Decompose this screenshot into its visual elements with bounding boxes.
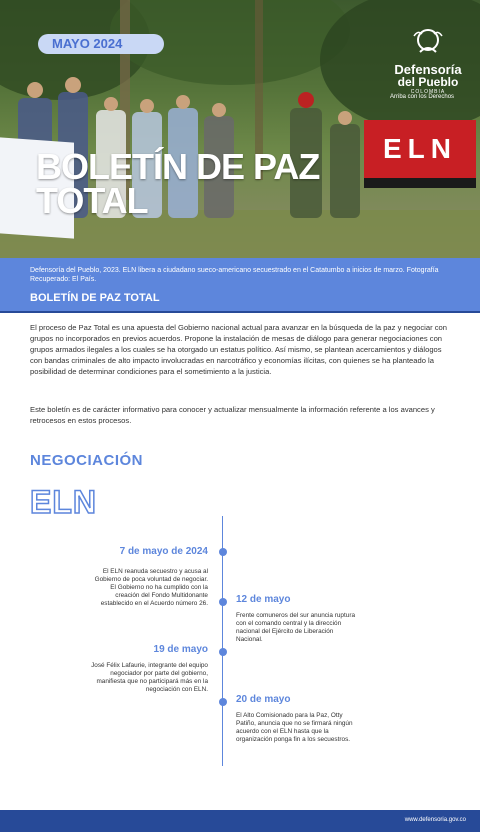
group-label: ELN <box>30 484 97 520</box>
timeline-dot <box>219 698 227 706</box>
section-subheading: BOLETÍN DE PAZ TOTAL <box>30 292 160 304</box>
intro-paragraph-2: Este boletín es de carácter informativo para conocer y actualizar mensualmente la información referente a los avances y retrocesos en estos procesos. <box>30 405 435 425</box>
timeline-dot <box>219 598 227 606</box>
section-title: NEGOCIACIÓN <box>30 452 144 469</box>
eln-flag: ELN <box>364 120 476 178</box>
timeline-date: 19 de mayo <box>153 644 208 655</box>
photo-caption: Defensoría del Pueblo, 2023. ELN libera a ciudadano sueco-americano secuestrado en el Catatumbo a inicios de marzo. Fotografía Recuperado: El País. <box>30 267 439 283</box>
timeline-dot <box>219 648 227 656</box>
logo-tagline: Arriba con los Derechos <box>390 94 455 100</box>
intro-paragraph-1: El proceso de Paz Total es una apuesta del Gobierno nacional actual para avanzar en la búsqueda de la paz y negociar con grupos no incorporados en previos acuerdos. Propone la instalación de mesas de diálogo para generar negociaciones con grupos armados ilegales a los cuales se ha otorgado un estatus político. Así mismo, se plantean acercamientos y diálogos con bandas criminales de alto impacto involucradas en narcotráfico y economías ilícitas, con quienes se ha planteado la posibilidad de determinar condiciones para el sometimiento a la justicia. <box>30 323 447 376</box>
emblem-icon <box>408 26 448 58</box>
timeline-text: El ELN reanuda secuestro y acusa al Gobierno de poca voluntad de negociar. El Gobierno no ha cumplido con la creación del Fondo Multidonante establecido en el Acuerdo número 26. <box>94 568 208 607</box>
defensoria-logo <box>388 26 468 96</box>
timeline-dot <box>219 548 227 556</box>
logo-line-1: Defensoría <box>394 62 462 77</box>
hero-title: BOLETÍN DE PAZ TOTAL <box>36 146 320 221</box>
timeline-text: El Alto Comisionado para la Paz, Otty Patiño, anuncia que no se firmará ningún acuerdo con el ELN hasta que la organización ponga fin a los secuestros. <box>236 712 353 743</box>
timeline-date: 20 de mayo <box>236 694 291 705</box>
timeline-text: José Félix Lafaurie, integrante del equipo negociador por parte del gobierno, manifiesta que no participará más en la negociación con ELN. <box>91 662 208 693</box>
logo-line-2: del Pueblo <box>397 75 459 89</box>
divider <box>0 311 480 313</box>
footer-url[interactable]: www.defensoria.gov.co <box>404 817 466 823</box>
logo-line-3: COLOMBIA <box>410 89 446 95</box>
timeline-date: 7 de mayo de 2024 <box>119 546 208 557</box>
timeline-date: 12 de mayo <box>236 594 291 605</box>
month-badge: MAYO 2024 <box>38 34 164 54</box>
timeline-text: Frente comuneros del sur anuncia ruptura con el comando central y la dirección nacional del Ejército de Liberación Nacional. <box>236 612 356 643</box>
